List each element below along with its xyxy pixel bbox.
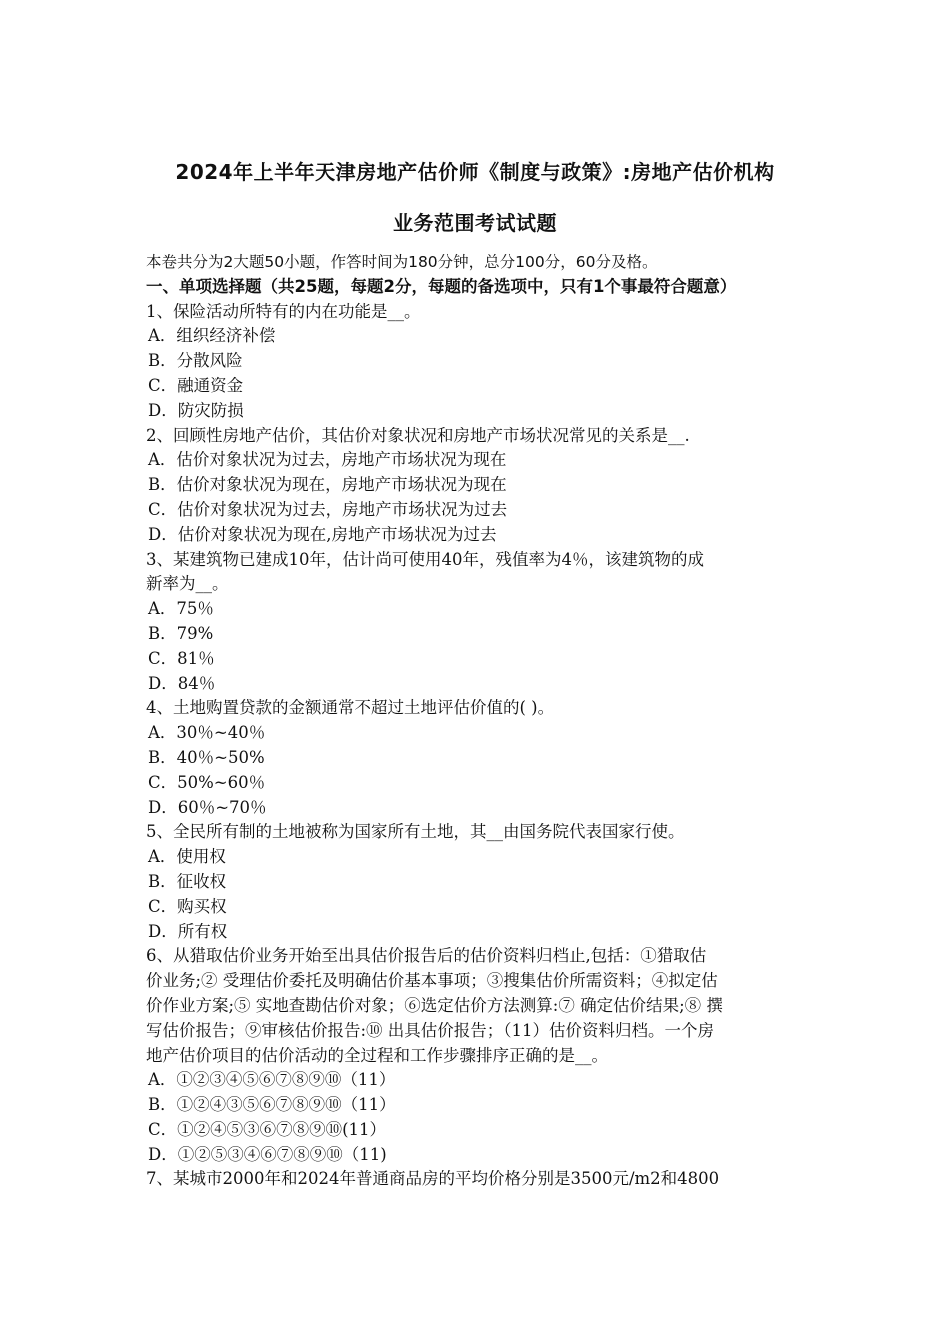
option-d: D．所有权 (148, 921, 228, 941)
question-5 (146, 820, 814, 944)
question-stem: 1、保险活动所特有的内在功能是__。 (146, 301, 421, 321)
document-title-line-2: 业务范围考试试题 (393, 211, 557, 235)
question-stem: 4、土地购置贷款的金额通常不超过土地评估价值的( )。 (146, 698, 555, 718)
question-stem: 5、全民所有制的土地被称为国家所有土地，其__由国务院代表国家行使。 (146, 822, 685, 842)
option-a: A．估价对象状况为过去，房地产市场状况为现在 (148, 450, 507, 470)
option-c: C．50%~60％ (148, 772, 266, 792)
exam-intro: 本卷共分为2大题50小题，作答时间为180分钟，总分100分，60分及格。 (146, 253, 658, 271)
option-c: C．估价对象状况为过去，房地产市场状况为过去 (148, 499, 508, 519)
question-stem: 2、回顾性房地产估价，其估价对象状况和房地产市场状况常见的关系是__. (146, 425, 690, 445)
option-d: D．84％ (148, 673, 216, 693)
question-stem-line: 新率为__。 (146, 574, 229, 594)
question-stem: 7、某城市2000年和2024年普通商品房的平均价格分别是3500元/m2和4800 (146, 1169, 720, 1189)
option-a: A．①②③④⑤⑥⑦⑧⑨⑩（11） (148, 1070, 396, 1090)
option-d: D．防灾防损 (148, 400, 244, 420)
section-heading: 一、单项选择题（共25题，每题2分，每题的备选项中，只有1个事最符合题意） (146, 276, 737, 296)
question-stem-line: 价作业方案;⑤ 实地查勘估价对象；⑥选定估价方法测算:⑦ 确定估价结果;⑧ 撰 (146, 995, 723, 1015)
option-d: D．60％~70％ (148, 797, 267, 817)
option-b: B．40％~50% (148, 747, 265, 767)
question-2 (146, 424, 814, 548)
option-c: C．融通资金 (148, 375, 244, 395)
option-d: D．①②⑤③④⑥⑦⑧⑨⑩（11) (148, 1144, 387, 1164)
question-stem-line: 写估价报告；⑨审核估价报告:⑩ 出具估价报告；（11）估价资料归档。一个房 (146, 1020, 715, 1040)
question-7 (146, 1167, 814, 1192)
option-c: C．①②④⑤③⑥⑦⑧⑨⑩(11） (148, 1119, 387, 1139)
option-b: B．①②④③⑤⑥⑦⑧⑨⑩（11） (148, 1095, 396, 1115)
question-3 (146, 548, 814, 697)
question-stem-line: 6、从猎取估价业务开始至出具估价报告后的估价资料归档止,包括：①猎取估 (146, 946, 707, 966)
option-a: A．30％~40％ (148, 723, 266, 743)
option-a: A．使用权 (148, 847, 226, 867)
question-4 (146, 696, 814, 820)
document-title-line-1: 2024年上半年天津房地产估价师《制度与政策》:房地产估价机构 (175, 160, 775, 184)
question-6 (146, 944, 814, 1167)
option-c: C．81％ (148, 648, 215, 668)
option-a: A．组织经济补偿 (148, 326, 276, 346)
option-d: D．估价对象状况为现在,房地产市场状况为过去 (148, 524, 497, 544)
question-stem-line: 3、某建筑物已建成10年，估计尚可使用40年，残值率为4％，该建筑物的成 (146, 549, 704, 569)
option-a: A．75％ (148, 599, 214, 619)
question-stem-line: 地产估价项目的估价活动的全过程和工作步骤排序正确的是__。 (146, 1045, 608, 1065)
option-b: B．征收权 (148, 871, 227, 891)
option-b: B．估价对象状况为现在，房地产市场状况为现在 (148, 475, 507, 495)
option-b: B．79% (148, 623, 214, 643)
option-c: C．购买权 (148, 896, 227, 916)
document-body (146, 250, 814, 1192)
question-1 (146, 300, 814, 424)
option-b: B．分散风险 (148, 351, 243, 371)
question-stem-line: 价业务;② 受理估价委托及明确估价基本事项；③搜集估价所需资料；④拟定估 (146, 971, 718, 991)
